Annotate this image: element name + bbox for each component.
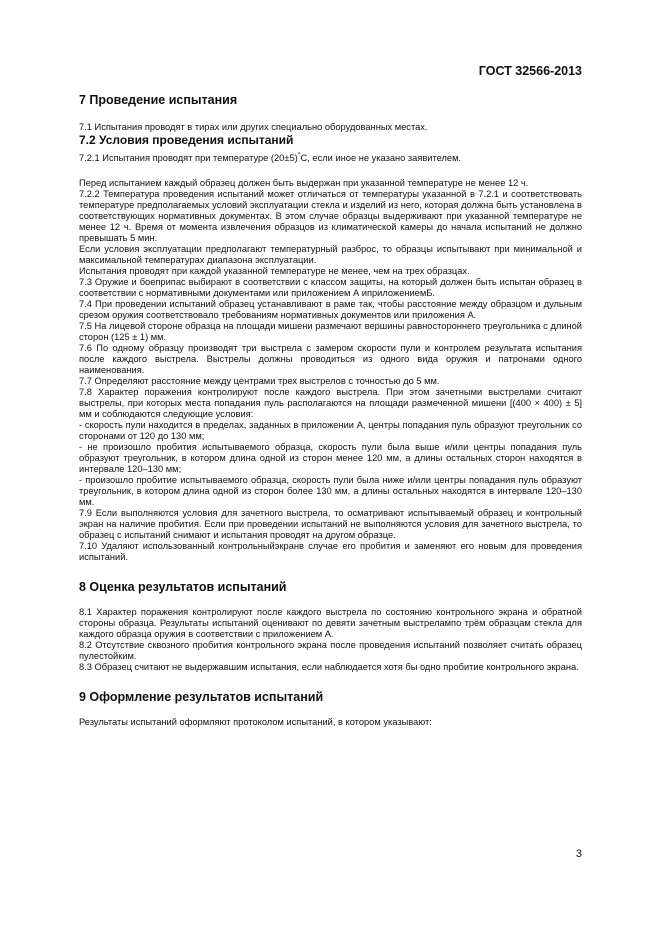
- section-7-title: 7 Проведение испытания: [79, 93, 238, 107]
- paragraph-7-3: 7.3 Оружие и боеприпас выбирают в соответствии с классом защиты, на который должен быть испытан образец в соответствии с нормативными документами или приложением А иприложениемБ.: [79, 277, 582, 299]
- paragraph-7-7: 7.7 Определяют расстояние между центрами трех выстрелов с точностью до 5 мм.: [79, 376, 440, 387]
- paragraph-temperature-range: Если условия эксплуатации предполагают температурный разброс, то образцы испытывают при минимальной и максимальной температурах диапазона эксплуатации.: [79, 244, 582, 266]
- subsection-7-2-title: 7.2 Условия проведения испытаний: [79, 133, 294, 147]
- paragraph-7-6: 7.6 По одному образцу производят три выстрела с замером скорости пули и контролем результата испытания после каждого выстрела. Выстрелы должны проводиться из одного вида оружия и патронами одного наименования.: [79, 343, 582, 376]
- page-number: 3: [575, 848, 582, 860]
- paragraph-7-4: 7.4 При проведении испытаний образец устанавливают в раме так, чтобы расстояние между образцом и дульным срезом оружия соответствовало требованиям нормативных документов или приложения А.: [79, 299, 582, 321]
- paragraph-7-2-2: 7.2.2 Температура проведения испытаний может отличаться от температуры указанной в 7.2.1 и соответствовать температуре предполагаемых условий эксплуатации стекла и изделий из него, которая должна быть установлена в соответствующих нормативных документах. В этом случае образцы выдерживают при указанной температуре не менее 12 ч. Время от момента извлечения образцов из климатической камеры до начала испытаний не должно превышать 5 мин.: [79, 189, 582, 244]
- paragraph-7-1: 7.1 Испытания проводят в тирах или других специально оборудованных местах.: [79, 122, 428, 132]
- paragraph-9-1: Результаты испытаний оформляют протоколом испытаний, в котором указывают:: [79, 717, 432, 728]
- paragraph-8-3: 8.3 Образец считают не выдержавшим испытания, если наблюдается хотя бы одно пробитие контрольного экрана.: [79, 662, 579, 673]
- paragraph-8-2: 8.2 Отсутствие сквозного пробития контрольного экрана после проведения испытаний позволяет считать образец пулестойким.: [79, 640, 582, 662]
- page-content: [79, 92, 582, 728]
- paragraph-7-9: 7.9 Если выполняются условия для зачетного выстрела, то осматривают испытываемый образец и контрольный экран на наличие пробития. Если при проведении испытаний не выполняются условия для зачетного выстрела, то образец с испытаний снимают и испытания проводят на другом образце.: [79, 508, 582, 541]
- document-code: ГОСТ 32566-2013: [478, 64, 582, 78]
- paragraph-8-1: 8.1 Характер поражения контролируют после каждого выстрела по состоянию контрольного экрана и обратной стороны образца. Результаты испытаний оценивают по девяти зачетным выстрелампо трём образцам стекла для каждого образца оружия в соответствии с приложением А.: [79, 607, 582, 640]
- section-8-title: 8 Оценка результатов испытаний: [79, 580, 287, 595]
- paragraph-7-5: 7.5 На лицевой стороне образца на площади мишени размечают вершины равностороннего треугольника с длиной сторон (125 ± 1) мм.: [79, 321, 582, 343]
- paragraph-7-2-1: 7.2.1 Испытания проводят при температуре (20±5)°С, если иное не указано заявителем.: [79, 152, 462, 164]
- paragraph-7-10: 7.10 Удаляют использованный контрольныйэкранв случае его пробития и заменяют его новым для проведения испытаний.: [79, 541, 582, 563]
- paragraph-samples-per-temperature: Испытания проводят при каждой указанной температуре не менее, чем на трех образцах.: [79, 266, 470, 277]
- condition-item-2: - не произошло пробития испытываемого образца, скорость пули была выше и/или центры попадания пуль образуют треугольник, в котором длина одной из сторон менее 120 мм, а длины остальных сторон находятся в интервале 120–130 мм;: [79, 442, 582, 475]
- section-9-title: 9 Оформление результатов испытаний: [79, 690, 324, 705]
- paragraph-7-8: 7.8 Характер поражения контролируют после каждого выстрела. При этом зачетными выстрелами считают выстрелы, при которых места попадания пуль располагаются на площади размеченной мишени [(400 × 400) ± 5] мм и соблюдаются следующие условия:: [79, 387, 582, 420]
- condition-item-1: - скорость пули находится в пределах, заданных в приложении А, центры попадания пуль образуют треугольник со сторонами от 120 до 130 мм;: [79, 420, 582, 442]
- paragraph-preconditioning: Перед испытанием каждый образец должен быть выдержан при указанной температуре не менее 12 ч.: [79, 178, 529, 189]
- condition-item-3: - произошло пробитие испытываемого образца, скорость пули была ниже и/или центры попадания пуль образуют треугольник, в котором длина одной из сторон более 130 мм, а длины остальных находятся в интервале 120–130 мм.: [79, 475, 582, 508]
